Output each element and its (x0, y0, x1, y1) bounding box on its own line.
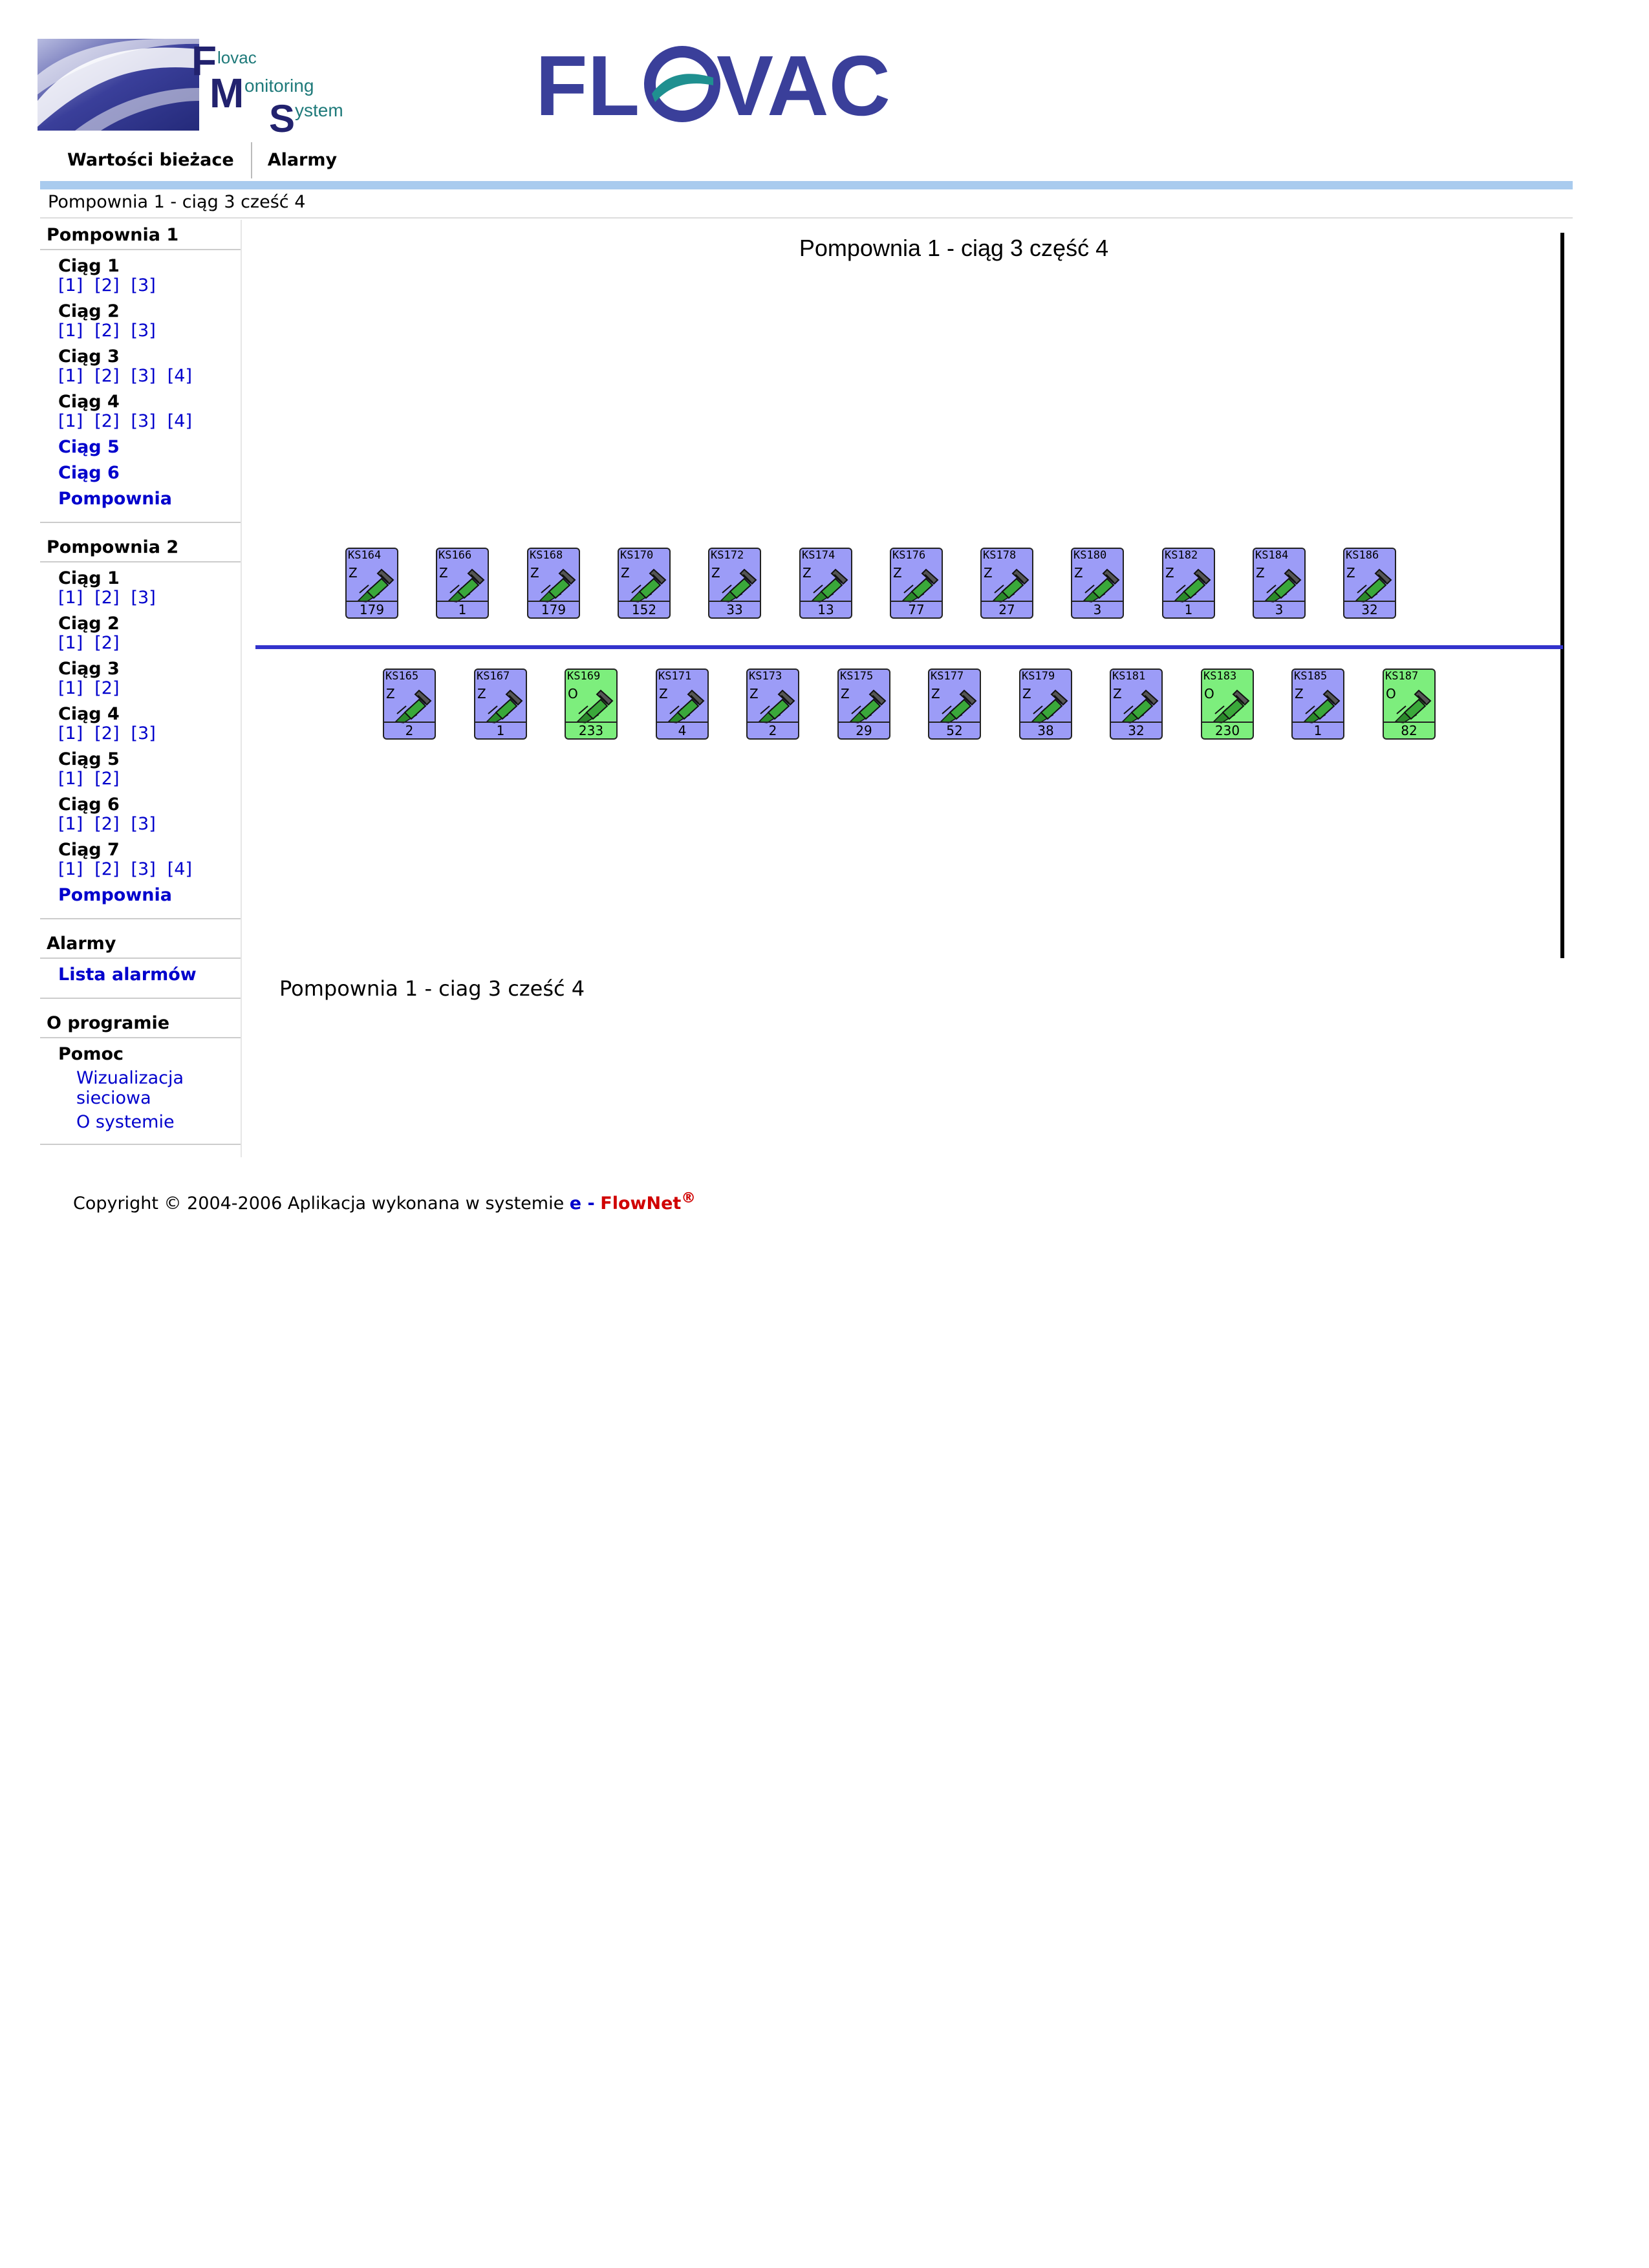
valve-state: Z (1074, 565, 1083, 581)
part-link[interactable]: [1] (58, 678, 83, 698)
link-ciag-6[interactable]: Ciąg 6 (58, 463, 120, 483)
valve-ks173[interactable] (746, 669, 799, 740)
svg-text:VAC: VAC (717, 38, 890, 133)
valve-ks171[interactable] (656, 669, 709, 740)
valve-icon (1081, 566, 1123, 602)
valve-count: 38 (1020, 722, 1071, 738)
valve-ks178[interactable] (980, 548, 1033, 619)
group-list (40, 569, 241, 879)
part-link[interactable]: [1] (58, 275, 83, 295)
top-nav (39, 142, 354, 178)
valve-ks167[interactable] (474, 669, 527, 740)
part-link[interactable]: [2] (94, 814, 120, 834)
part-link[interactable]: [1] (58, 366, 83, 386)
group-label: Ciąg 1 (58, 256, 120, 276)
valve-count: 230 (1202, 722, 1253, 738)
breadcrumb-divider (40, 217, 1573, 219)
sidebar-section-pompownia1 (40, 220, 241, 523)
link-alarm-list[interactable]: Lista alarmów (58, 965, 197, 985)
section-label: Pompownia 1 - ciag 3 cześć 4 (279, 976, 585, 1001)
svg-text:lovac: lovac (217, 48, 257, 67)
valve-state: Z (841, 686, 850, 701)
valve-ks186[interactable] (1343, 548, 1396, 619)
valve-state: O (568, 686, 578, 701)
group-links (58, 679, 241, 698)
link-network-visualization[interactable]: Wizualizacja sieciowa (76, 1068, 184, 1108)
part-link[interactable]: [1] (58, 723, 83, 744)
valve-id: KS174 (802, 549, 835, 562)
part-link[interactable]: [3] (131, 275, 156, 295)
registered-mark: ® (681, 1190, 696, 1206)
valve-id: KS177 (931, 670, 964, 683)
part-link[interactable]: [1] (58, 321, 83, 341)
group-links (58, 860, 241, 879)
group-links (58, 724, 241, 744)
valve-ks187[interactable] (1383, 669, 1436, 740)
link-pompownia[interactable]: Pompownia (58, 489, 172, 509)
part-link[interactable]: [2] (94, 859, 120, 879)
group-label: Ciąg 3 (58, 659, 120, 679)
valve-id: KS186 (1346, 549, 1379, 562)
valve-ks170[interactable] (618, 548, 671, 619)
valve-icon (1172, 566, 1214, 602)
part-link[interactable]: [2] (94, 723, 120, 744)
valve-icon (1211, 687, 1253, 723)
svg-text:S: S (269, 97, 296, 140)
valve-id: KS181 (1112, 670, 1146, 683)
valve-ks164[interactable] (345, 548, 398, 619)
valve-id: KS179 (1022, 670, 1055, 683)
valve-state: Z (349, 565, 358, 581)
valve-icon (991, 566, 1032, 602)
link-about-system[interactable]: O systemie (76, 1112, 175, 1132)
valve-icon (848, 687, 889, 723)
panel-border (1560, 233, 1564, 958)
valve-icon (757, 687, 798, 723)
valve-count: 1 (1293, 722, 1343, 738)
valve-icon (1302, 687, 1343, 723)
group-label: Ciąg 6 (58, 795, 120, 815)
group-list (40, 257, 241, 431)
valve-state: Z (659, 686, 668, 701)
part-link[interactable]: [1] (58, 633, 83, 653)
group-links (58, 367, 241, 386)
group-links (58, 588, 241, 608)
section-title: Alarmy (40, 928, 241, 959)
valve-state: O (1386, 686, 1396, 701)
part-link[interactable]: [1] (58, 814, 83, 834)
flovac-logo (535, 38, 890, 133)
valve-icon (1353, 566, 1395, 602)
sidebar-divider (241, 220, 242, 1157)
valve-id: KS187 (1385, 670, 1419, 683)
section-title: Pompownia 2 (40, 532, 241, 562)
valve-count: 2 (748, 722, 798, 738)
sidebar-section-about (40, 1008, 241, 1145)
part-link[interactable]: [3] (131, 411, 156, 431)
group-links (58, 815, 241, 834)
valve-icon (537, 566, 579, 602)
valve-ks176[interactable] (890, 548, 943, 619)
valve-id: KS167 (477, 670, 510, 683)
valve-count: 29 (839, 722, 889, 738)
valve-id: KS166 (438, 549, 472, 562)
group-links (58, 276, 241, 295)
valve-count: 52 (929, 722, 980, 738)
valve-id: KS173 (749, 670, 782, 683)
valve-state: Z (386, 686, 395, 701)
group-label: Ciąg 5 (58, 749, 120, 769)
valve-count: 152 (619, 601, 669, 617)
valve-state: Z (439, 565, 448, 581)
valve-id: KS168 (530, 549, 563, 562)
part-link[interactable]: [1] (58, 859, 83, 879)
valve-ks183[interactable] (1201, 669, 1254, 740)
valve-count: 27 (982, 601, 1032, 617)
valve-ks168[interactable] (527, 548, 580, 619)
valve-id: KS182 (1165, 549, 1198, 562)
valve-id: KS178 (983, 549, 1017, 562)
valve-state: Z (1165, 565, 1174, 581)
group-label: Ciąg 3 (58, 347, 120, 367)
valve-state: Z (893, 565, 902, 581)
valve-ks166[interactable] (436, 548, 489, 619)
valve-icon (938, 687, 980, 723)
group-label: Pomoc (58, 1044, 124, 1064)
valve-state: Z (1346, 565, 1355, 581)
part-link[interactable]: [2] (94, 588, 120, 608)
sidebar-section-alarms (40, 928, 241, 999)
section-title: O programie (40, 1008, 241, 1038)
valve-ks182[interactable] (1162, 548, 1215, 619)
valve-icon (446, 566, 488, 602)
valve-state: Z (1022, 686, 1031, 701)
valve-icon (1120, 687, 1161, 723)
valve-state: Z (530, 565, 539, 581)
group-label: Ciąg 4 (58, 392, 120, 412)
nav-current-values[interactable]: Wartości bieżace (67, 150, 234, 170)
valve-ks169[interactable] (565, 669, 618, 740)
part-link[interactable]: [2] (94, 411, 120, 431)
copyright-text: Copyright © 2004-2006 Aplikacja wykonana w systemie (73, 1193, 565, 1214)
part-link[interactable]: [4] (167, 366, 192, 386)
valve-icon (900, 566, 942, 602)
valve-state: Z (1256, 565, 1265, 581)
part-link[interactable]: [3] (131, 723, 156, 744)
section-title: Pompownia 1 (40, 220, 241, 250)
part-link[interactable]: [3] (131, 588, 156, 608)
group-label: Ciąg 4 (58, 704, 120, 724)
valve-id: KS185 (1294, 670, 1328, 683)
link-ciag-5[interactable]: Ciąg 5 (58, 437, 120, 457)
part-link[interactable]: [2] (94, 633, 120, 653)
valve-ks185[interactable] (1291, 669, 1344, 740)
valve-state: Z (621, 565, 630, 581)
part-link[interactable]: [1] (58, 588, 83, 608)
valve-count: 33 (709, 601, 760, 617)
valve-id: KS184 (1255, 549, 1289, 562)
group-links (58, 321, 241, 341)
valve-ks181[interactable] (1110, 669, 1163, 740)
part-link[interactable]: [3] (131, 814, 156, 834)
breadcrumb: Pompownia 1 - ciąg 3 cześć 4 (48, 192, 306, 212)
valve-icon (666, 687, 707, 723)
group-label: Ciąg 1 (58, 568, 120, 588)
page-title: Pompownia 1 - ciąg 3 część 4 (799, 235, 1109, 261)
flownet-link[interactable]: FlowNet (600, 1193, 682, 1214)
group-links (58, 412, 241, 431)
valve-id: KS164 (348, 549, 382, 562)
valve-id: KS180 (1073, 549, 1107, 562)
valve-icon (393, 687, 435, 723)
valve-ks180[interactable] (1071, 548, 1124, 619)
valve-id: KS169 (567, 670, 601, 683)
svg-text:F: F (191, 37, 217, 84)
valve-count: 77 (891, 601, 942, 617)
part-link[interactable]: [2] (94, 678, 120, 698)
valve-state: Z (477, 686, 486, 701)
valve-count: 32 (1111, 722, 1161, 738)
part-link[interactable]: [1] (58, 769, 83, 789)
valve-count: 233 (566, 722, 616, 738)
group-label: Ciąg 7 (58, 840, 120, 860)
valve-id: KS170 (620, 549, 654, 562)
valve-id: KS165 (385, 670, 419, 683)
pipeline-line (255, 645, 1563, 649)
valve-count: 82 (1384, 722, 1434, 738)
valve-icon (1029, 687, 1071, 723)
valve-state: Z (711, 565, 720, 581)
part-link[interactable]: [1] (58, 411, 83, 431)
valve-ks175[interactable] (837, 669, 890, 740)
sidebar (40, 220, 241, 1154)
valve-icon (810, 566, 851, 602)
valve-count: 3 (1072, 601, 1123, 617)
nav-bar-divider (40, 181, 1573, 189)
valve-icon (484, 687, 526, 723)
footer (73, 1190, 696, 1214)
valve-id: KS172 (711, 549, 744, 562)
valve-icon (356, 566, 397, 602)
valve-count: 1 (1163, 601, 1214, 617)
group-links (58, 634, 241, 653)
valve-state: Z (931, 686, 940, 701)
help-group (40, 1045, 241, 1064)
valve-state: Z (1295, 686, 1304, 701)
valve-count: 13 (801, 601, 851, 617)
group-label: Ciąg 2 (58, 614, 120, 634)
part-link[interactable]: [4] (167, 859, 192, 879)
valve-ks174[interactable] (799, 548, 852, 619)
valve-icon (575, 687, 616, 723)
valve-count: 1 (475, 722, 526, 738)
nav-alarms[interactable]: Alarmy (251, 142, 354, 178)
part-link[interactable]: [2] (94, 275, 120, 295)
valve-state: Z (803, 565, 812, 581)
svg-text:onitoring: onitoring (244, 76, 314, 96)
fms-logo (36, 36, 360, 140)
valve-id: KS176 (892, 549, 926, 562)
valve-ks165[interactable] (383, 669, 436, 740)
valve-id: KS175 (840, 670, 874, 683)
part-link[interactable]: [3] (131, 321, 156, 341)
valve-icon (718, 566, 760, 602)
valve-state: Z (984, 565, 993, 581)
part-link[interactable]: [3] (131, 859, 156, 879)
part-link[interactable]: [2] (94, 366, 120, 386)
valve-ks177[interactable] (928, 669, 981, 740)
part-link[interactable]: [4] (167, 411, 192, 431)
valve-count: 32 (1344, 601, 1395, 617)
svg-text:FL: FL (535, 38, 640, 133)
group-label: Ciąg 2 (58, 301, 120, 321)
svg-text:M: M (210, 70, 244, 116)
part-link[interactable]: [3] (131, 366, 156, 386)
valve-count: 4 (657, 722, 707, 738)
part-link[interactable]: [2] (94, 769, 120, 789)
valve-count: 179 (347, 601, 397, 617)
valve-count: 2 (384, 722, 435, 738)
svg-text:ystem: ystem (295, 100, 343, 120)
part-link[interactable]: [2] (94, 321, 120, 341)
valve-ks184[interactable] (1253, 548, 1306, 619)
group-links (58, 769, 241, 789)
valve-icon (1393, 687, 1434, 723)
footer-e: e - (569, 1193, 595, 1214)
valve-state: O (1204, 686, 1214, 701)
valve-count: 3 (1254, 601, 1304, 617)
link-pompownia[interactable]: Pompownia (58, 885, 172, 905)
valve-id: KS171 (658, 670, 692, 683)
valve-state: Z (1113, 686, 1122, 701)
valve-ks179[interactable] (1019, 669, 1072, 740)
sidebar-section-pompownia2 (40, 532, 241, 919)
valve-icon (1263, 566, 1304, 602)
valve-count: 179 (528, 601, 579, 617)
valve-state: Z (749, 686, 759, 701)
valve-count: 1 (437, 601, 488, 617)
valve-ks172[interactable] (708, 548, 761, 619)
valve-icon (628, 566, 669, 602)
valve-id: KS183 (1203, 670, 1237, 683)
